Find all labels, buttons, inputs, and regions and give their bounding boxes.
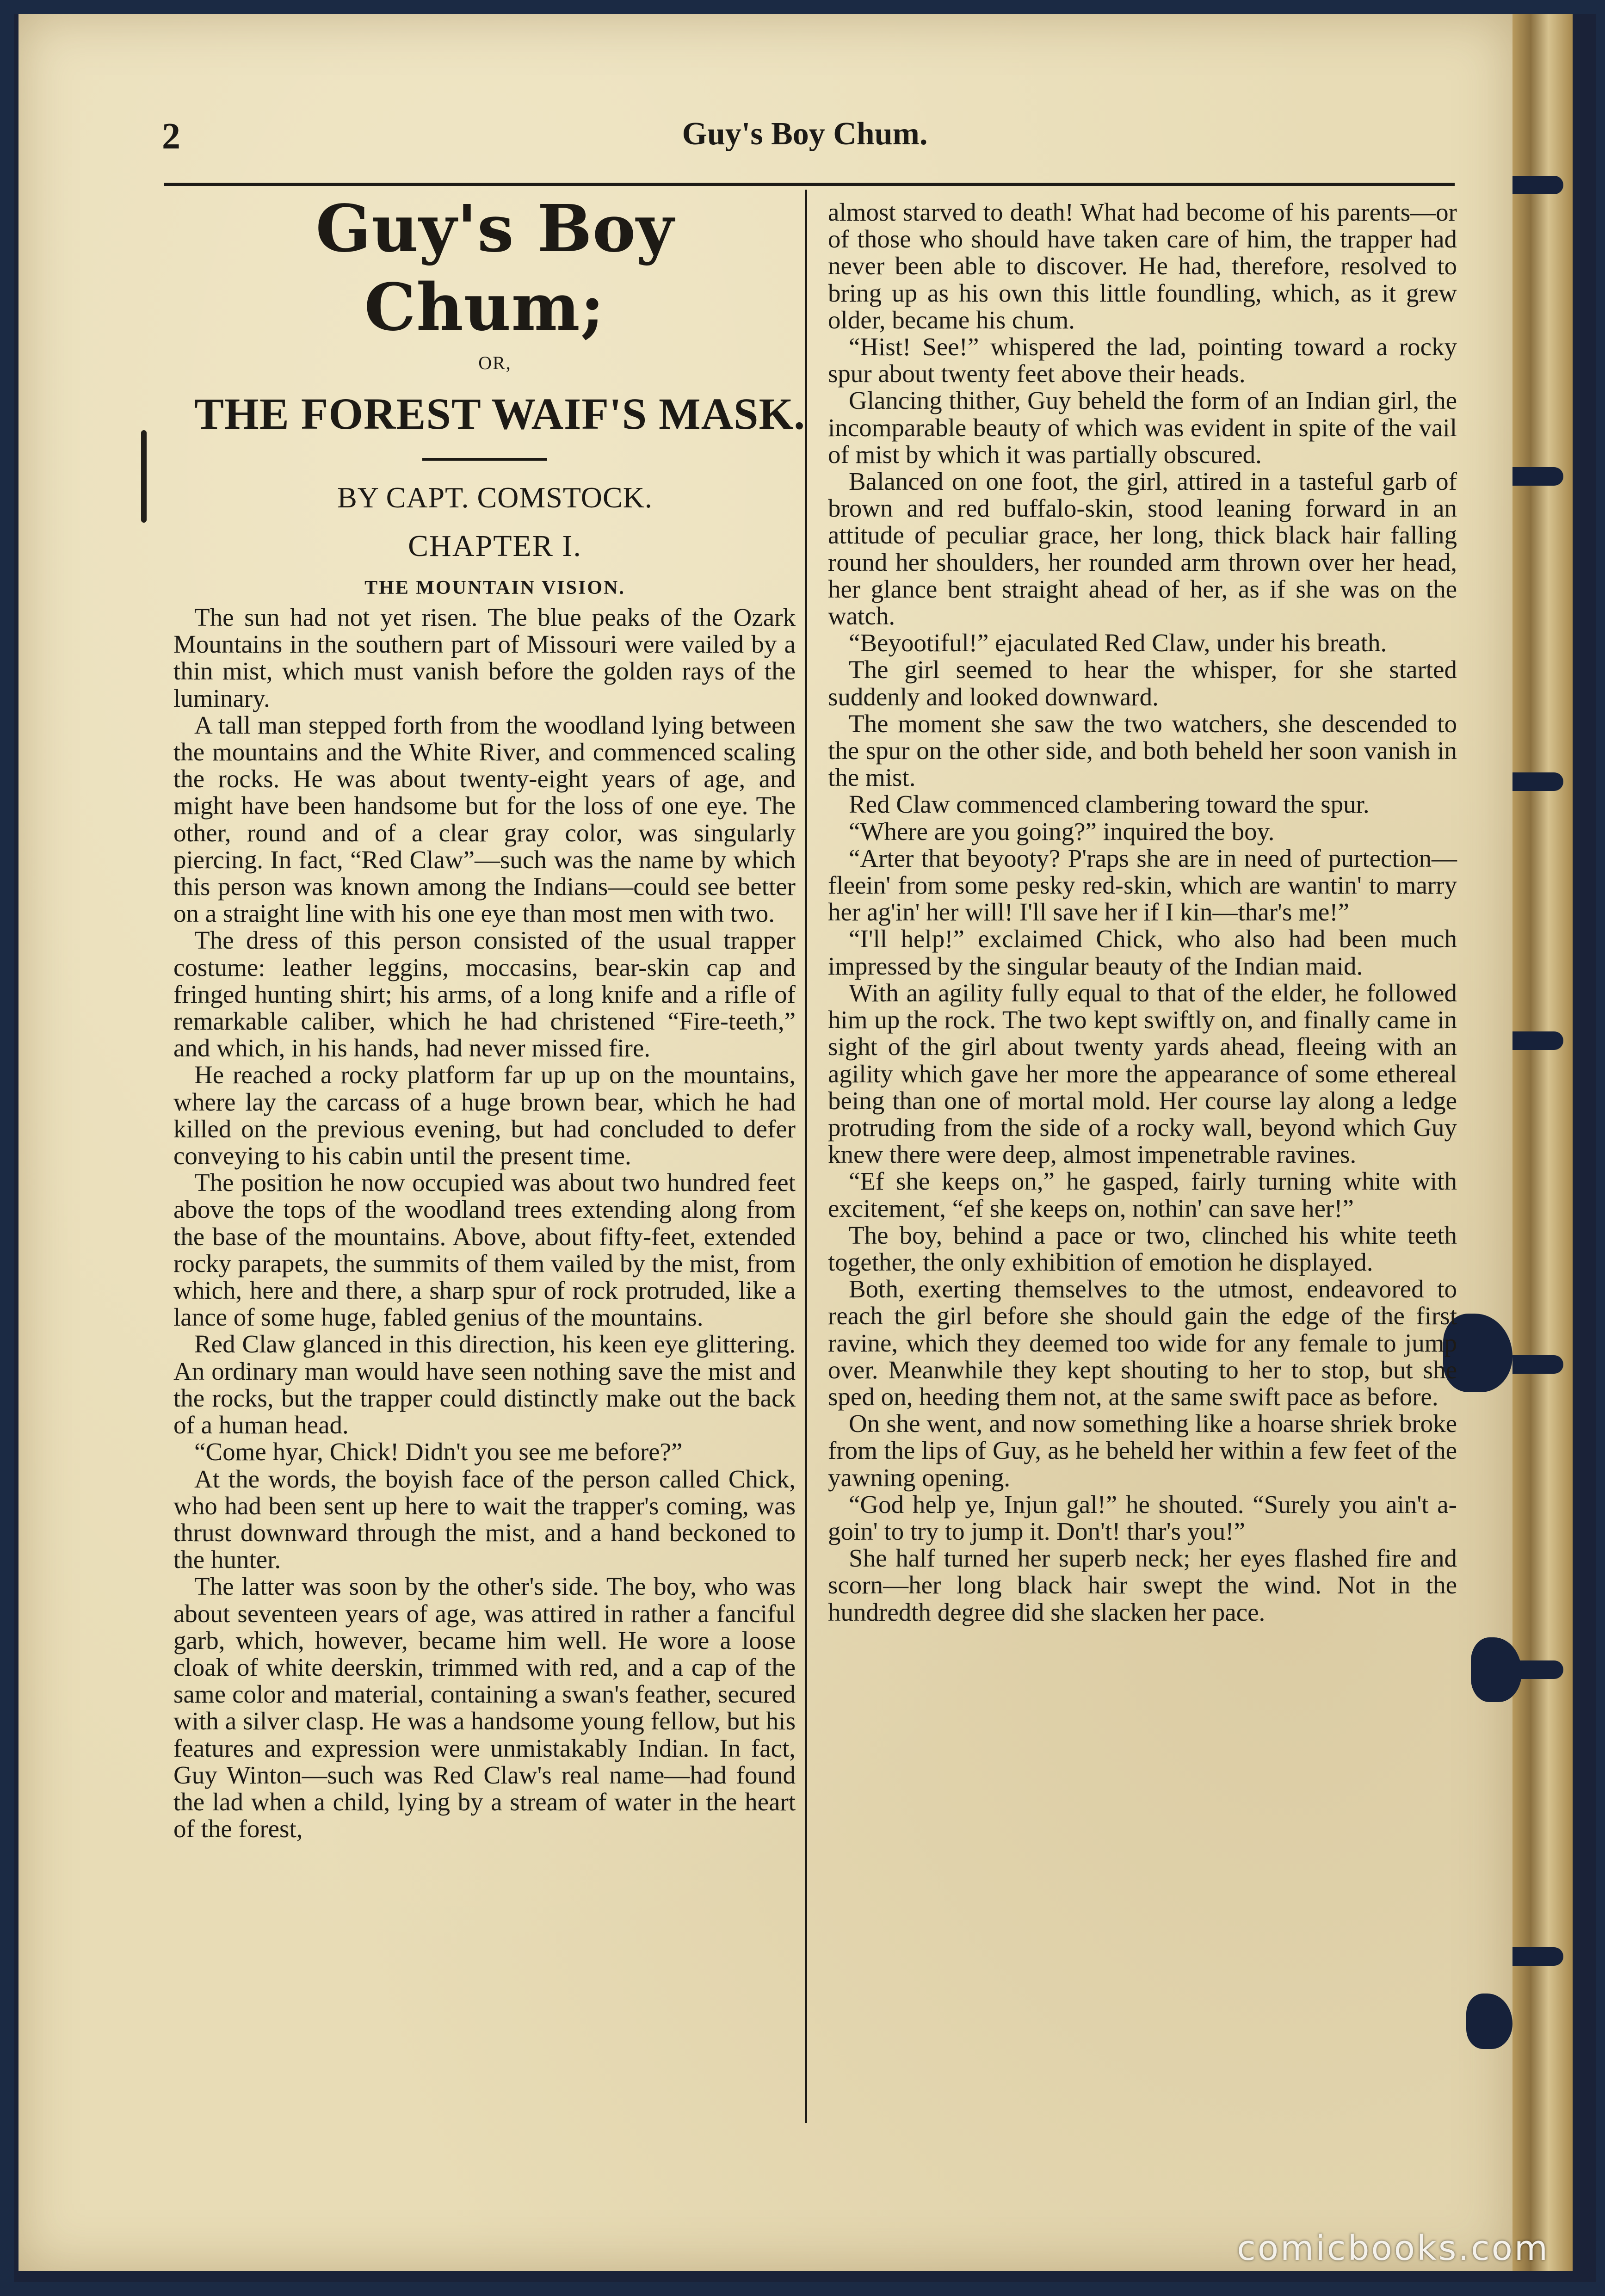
paragraph: The latter was soon by the other's side. The boy, who was about seventeen years of age, was attired in rather a fanciful garb, which, however, became him well. He wore a loose cloak of white deerskin, trimmed with red, and a cap of the same color and material, containing a swan's feather, secured with a silver clasp. He was a handsome young fellow, but his features and expression were unmistakably Indian. In fact, Guy Winton—such was Red Claw's real name—had found the lad when a child, lying by a stream of water in the heart of the forest, xyxy=(173,1572,796,1843)
edge-tear xyxy=(1512,176,1563,194)
paragraph: He reached a rocky platform far up up on the mountains, where lay the carcass of a huge brown bear, which he had killed on the previous evening, but had concluded to defer conveying to his cabin until the present time. xyxy=(173,1061,796,1170)
paragraph: The moment she saw the two watchers, she descended to the spur on the other side, and both beheld her soon vanish in the mist. xyxy=(828,709,1457,792)
paragraph: Both, exerting themselves to the utmost, endeavored to reach the girl before she should gain the edge of the first ravine, which they deemed too wide for any female to jump over. Meanwhile they kept shouting to her to stop, but she sped on, heeding them not, at the same swift pace as before. xyxy=(828,1275,1457,1411)
column-rule xyxy=(805,190,807,2123)
or-line: OR, xyxy=(478,352,512,373)
paragraph: “Hist! See!” whispered the lad, pointing toward a rocky spur about twenty feet above their heads. xyxy=(828,333,1457,388)
paragraph: Glancing thither, Guy beheld the form of an Indian girl, the incomparable beauty of which was evident in spite of the vail of mist by which it was partially obscured. xyxy=(828,386,1457,469)
paragraph: “God help ye, Injun gal!” he shouted. “Surely you ain't a-goin' to try to jump it. Don't! thar's you!” xyxy=(828,1490,1457,1545)
byline: BY CAPT. COMSTOCK. xyxy=(337,481,653,514)
paragraph: On she went, and now something like a hoarse shriek broke from the lips of Guy, as he beheld her within a few feet of the yawning opening. xyxy=(828,1409,1457,1492)
paragraph: The dress of this person consisted of the usual trapper costume: leather leggins, moccasins, bear-skin cap and fringed hunting shirt; his arms, of a long knife and a rifle of remarkable caliber, which he had christened “Fire-teeth,” and which, in his hands, had never missed fire. xyxy=(173,926,796,1062)
paragraph: Red Claw glanced in this direction, his keen eye glittering. An ordinary man would have seen nothing save the mist and the rocks, but the trapper could distinctly make out the back of a human head. xyxy=(173,1330,796,1439)
header-rule xyxy=(164,183,1455,186)
margin-ink-mark xyxy=(141,430,147,523)
paragraph: Red Claw commenced clambering toward the spur. xyxy=(849,790,1370,819)
paragraph: Balanced on one foot, the girl, attired in a tasteful garb of brown and red buffalo-skin, stood leaning forward in an attitude of peculiar grace, her long, thick black hair falling round her shoulders, her rounded arm thrown over her head, her glance bent straight ahead of her, as if she was on the watch. xyxy=(828,467,1457,630)
edge-tear xyxy=(1512,1355,1563,1374)
paragraph: The position he now occupied was about two hundred feet above the tops of the woodland trees extending along from the base of the mountains. Above, about fifty-feet, extended rocky parapets, the summits of them vailed by the mist, from which, here and there, a sharp spur of rock protruded, like a lance of some huge, fabled genius of the mountains. xyxy=(173,1168,796,1332)
paragraph: At the words, the boyish face of the person called Chick, who had been sent up here to wait the trapper's coming, was thrust downward through the mist, and a hand beckoned to the hunter. xyxy=(173,1464,796,1574)
site-watermark: comicbooks.com xyxy=(1237,2228,1549,2268)
paragraph: The boy, behind a pace or two, clinched his white teeth together, the only exhibition of emotion he displayed. xyxy=(828,1221,1457,1276)
paragraph: The sun had not yet risen. The blue peaks of the Ozark Mountains in the southern part of Missouri were vailed by a thin mist, which must vanish before the golden rays of the luminary. xyxy=(173,603,796,712)
story-title: Guy's Boy Chum; xyxy=(315,191,674,346)
story-subtitle: THE FOREST WAIF'S MASK. xyxy=(194,389,806,438)
paragraph: “Come hyar, Chick! Didn't you see me before?” xyxy=(194,1438,683,1466)
running-header xyxy=(153,116,1457,171)
chapter-title: THE MOUNTAIN VISION. xyxy=(364,577,625,599)
right-column xyxy=(828,199,1457,1626)
edge-tear xyxy=(1512,772,1563,791)
page-number: 2 xyxy=(162,116,180,157)
edge-tear xyxy=(1512,1031,1563,1050)
paragraph: With an agility fully equal to that of the elder, he followed him up the rock. The two kept swiftly on, and finally came in sight of the girl about twenty yards ahead, fleeing with an agility which gave her more the appearance of some ethereal being than one of mortal mold. Her course lay along a ledge protruding from the side of a rocky wall, beyond which Guy knew there were deep, almost impenetrable ravines. xyxy=(828,978,1457,1169)
paragraph: A tall man stepped forth from the woodland lying between the mountains and the White River, and commenced scaling the rocks. He was about twenty-eight years of age, and might have been handsome but for the loss of one eye. The other, round and of a clear gray color, was singularly piercing. In fact, “Red Claw”—such was the name by which this person was known among the Indians—could see better on a straight line with his one eye than most men with two. xyxy=(173,710,796,928)
title-rule xyxy=(422,458,547,461)
paragraph: “Ef she keeps on,” he gasped, fairly turning white with excitement, “ef she keeps on, nothin' can save her!” xyxy=(828,1167,1457,1222)
left-column xyxy=(173,190,806,1843)
edge-tear xyxy=(1512,467,1563,486)
chapter-heading: CHAPTER I. xyxy=(408,529,582,563)
paragraph: “Where are you going?” inquired the boy. xyxy=(849,817,1275,846)
paragraph: The girl seemed to hear the whisper, for she started suddenly and looked downward. xyxy=(828,655,1457,711)
paragraph: “Beyootiful!” ejaculated Red Claw, under his breath. xyxy=(849,629,1387,657)
paragraph: She half turned her superb neck; her eyes flashed fire and scorn—her long black hair swept the wind. Not in the hundredth degree did she slacken her pace. xyxy=(828,1544,1457,1626)
paragraph: almost starved to death! What had become of his parents—or of those who should have taken care of him, the trapper had never been able to discover. He had, therefore, resolved to bring up as his own this little foundling, which, as it grew older, became his chum. xyxy=(828,198,1457,334)
page-edge-binding xyxy=(1512,14,1573,2271)
paragraph: “Arter that beyooty? P'raps she are in need of purtection—fleein' from some pesky red-skin, which are wantin' to marry her ag'in' her will! I'll save her if I kin—thar's me!” xyxy=(828,844,1457,926)
running-title: Guy's Boy Chum. xyxy=(682,116,928,152)
edge-tear xyxy=(1512,1947,1563,1966)
paragraph: “I'll help!” exclaimed Chick, who also had been much impressed by the singular beauty of the Indian maid. xyxy=(828,925,1457,980)
